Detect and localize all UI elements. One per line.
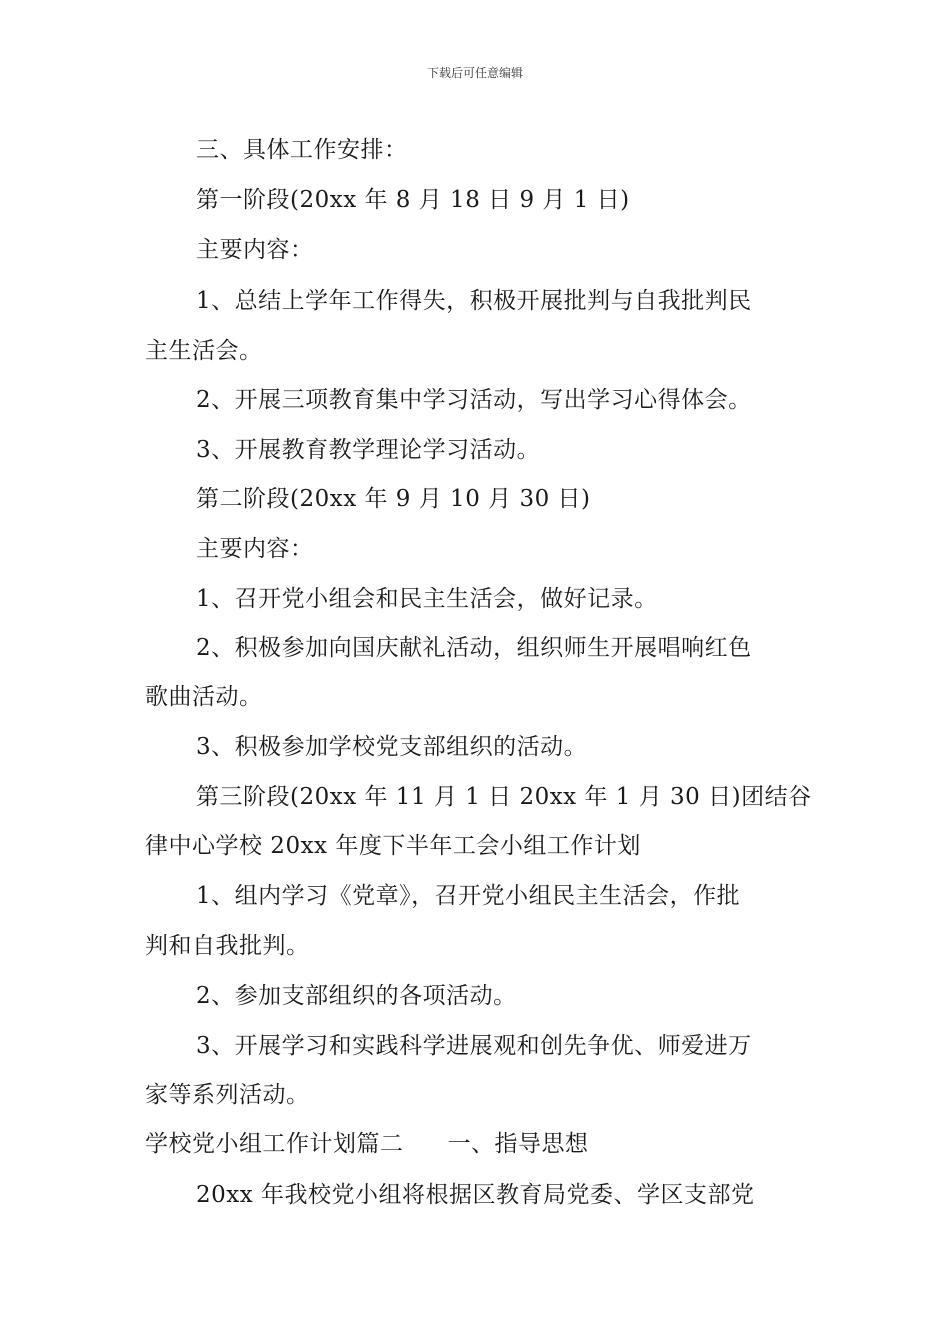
paragraph-line: 歌曲活动。 (145, 684, 263, 710)
paragraph-line: 2、积极参加向国庆献礼活动，组织师生开展唱响红色 (196, 635, 752, 661)
paragraph-line: 2、开展三项教育集中学习活动，写出学习心得体会。 (196, 387, 752, 413)
section-title-line (145, 1129, 589, 1159)
paragraph-line: 家等系列活动。 (145, 1082, 310, 1108)
paragraph-line: 主生活会。 (145, 338, 263, 364)
plan-part-two-title: 学校党小组工作计划篇二 (145, 1131, 404, 1157)
section-heading-work-arrangement: 三、具体工作安排： (196, 137, 408, 163)
paragraph-line: 2、参加支部组织的各项活动。 (196, 983, 517, 1009)
paragraph-line: 3、积极参加学校党支部组织的活动。 (196, 734, 588, 760)
stage-two-heading: 第二阶段(20xx 年 9 月 10 月 30 日) (196, 486, 591, 512)
paragraph-line: 律中心学校 20xx 年度下半年工会小组工作计划 (145, 833, 641, 859)
stage-one-heading: 第一阶段(20xx 年 8 月 18 日 9 月 1 日) (196, 187, 630, 213)
paragraph-line: 1、总结上学年工作得失，积极开展批判与自我批判民 (196, 288, 752, 314)
paragraph-line: 20xx 年我校党小组将根据区教育局党委、学区支部党 (196, 1182, 755, 1208)
paragraph-line: 1、组内学习《党章》，召开党小组民主生活会，作批 (196, 883, 741, 909)
paragraph-line: 3、开展教育教学理论学习活动。 (196, 437, 541, 463)
main-content-label: 主要内容： (196, 536, 314, 562)
paragraph-line: 3、开展学习和实践科学进展观和创先争优、师爱进万 (196, 1033, 752, 1059)
guiding-ideology-heading: 一、指导思想 (447, 1131, 589, 1157)
paragraph-line: 判和自我批判。 (145, 933, 310, 959)
paragraph-line: 1、召开党小组会和民主生活会，做好记录。 (196, 586, 658, 612)
page-header-note: 下载后可任意编辑 (426, 66, 523, 80)
stage-three-heading: 第三阶段(20xx 年 11 月 1 日 20xx 年 1 月 30 日)团结谷 (196, 784, 812, 810)
main-content-label: 主要内容： (196, 237, 314, 263)
